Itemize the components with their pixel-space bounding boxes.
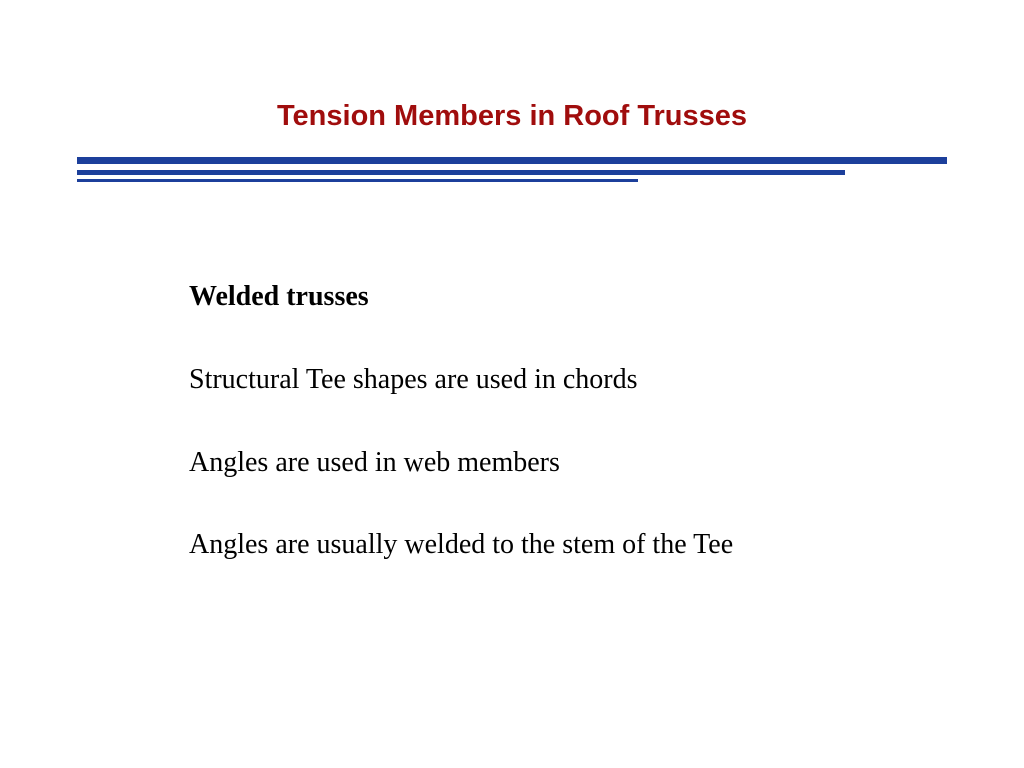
slide-title: Tension Members in Roof Trusses <box>276 100 747 132</box>
title-rule-bottom <box>77 179 638 182</box>
section-heading: Welded trusses <box>189 281 369 312</box>
body-line: Angles are usually welded to the stem of the Tee <box>189 529 734 560</box>
body-line: Angles are used in web members <box>189 447 560 478</box>
title-rule-middle <box>77 170 845 175</box>
body-line: Structural Tee shapes are used in chords <box>189 364 638 395</box>
title-rule-top <box>77 157 947 164</box>
